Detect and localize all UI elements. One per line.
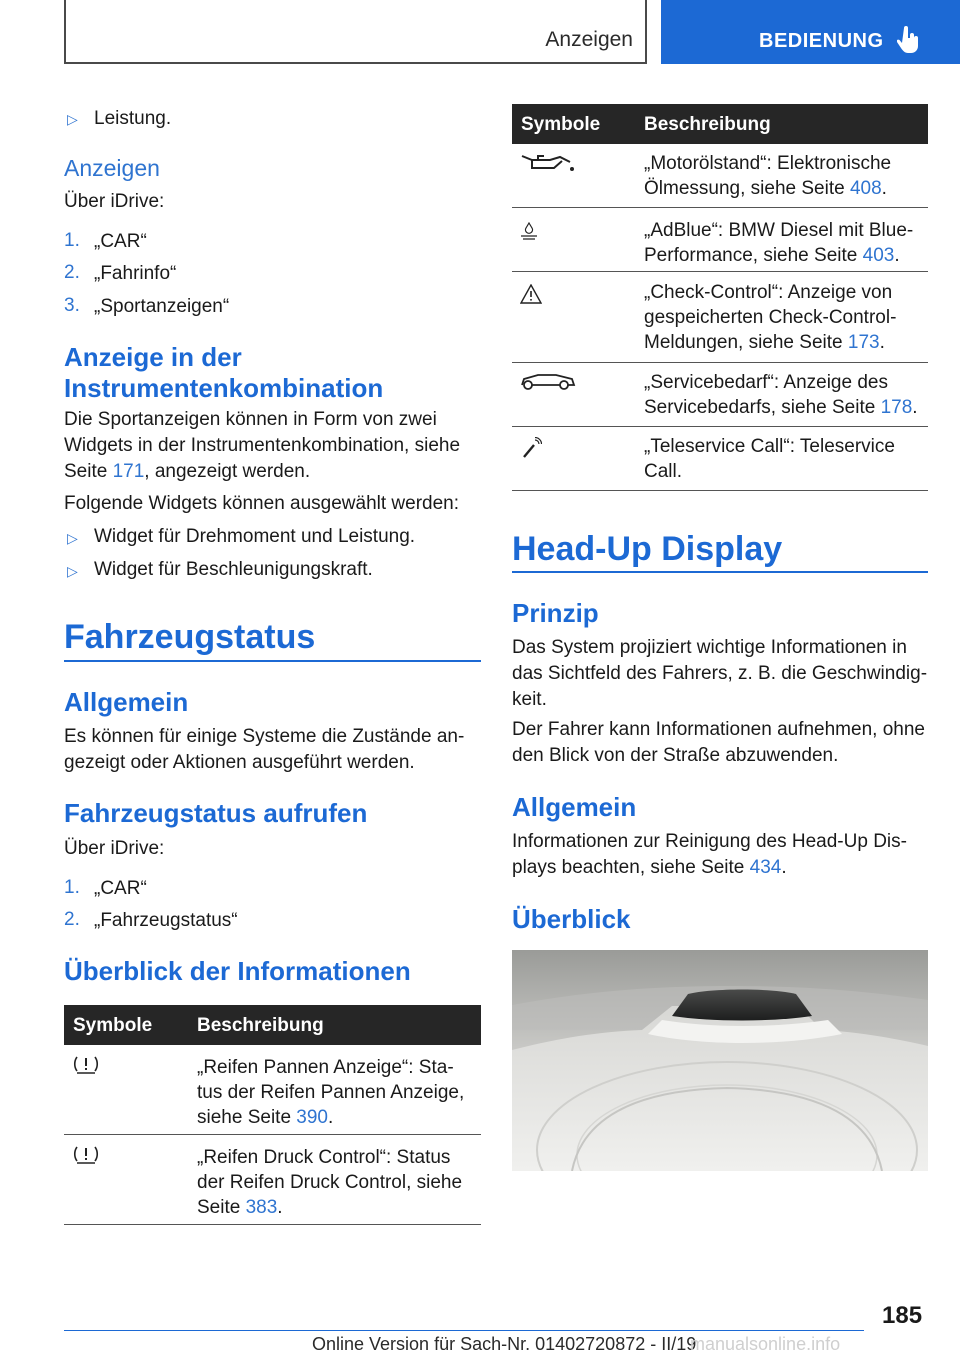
ueberblick-heading: Überblick: [512, 904, 631, 934]
page-link[interactable]: 403: [862, 245, 895, 266]
allgemein-text-right: Informationen zur Reinigung des Head-Up Dis-plays beachten, siehe Seite 434.: [512, 831, 907, 878]
hud-heading: Head-Up Display: [512, 530, 783, 568]
page-link[interactable]: 383: [245, 1197, 278, 1218]
table-row: [512, 208, 928, 272]
widget-item: Widget für Drehmoment und Leistung.: [94, 526, 416, 547]
bullet-marker: ▷: [67, 530, 78, 546]
section-title: Anzeigen: [545, 28, 633, 51]
table-row: [512, 272, 928, 363]
table-header: [64, 1005, 481, 1045]
prinzip-text2: Der Fahrer kann Informationen aufnehmen, ohne den Blick von der Straße abzuwenden.: [512, 719, 925, 766]
col-beschreibung: Beschreibung: [197, 1015, 324, 1036]
table-row: [512, 363, 928, 427]
step-number: 1.: [64, 230, 80, 251]
page-link[interactable]: 173: [847, 332, 880, 353]
car-service-icon: [520, 371, 576, 391]
footer-line: Online Version für Sach-Nr. 01402720872 - II/19: [312, 1334, 697, 1354]
tire-warning-icon: [73, 1145, 99, 1165]
allgemein-heading-right: Allgemein: [512, 792, 637, 822]
page-link[interactable]: 171: [112, 461, 145, 482]
footer-rule: [64, 1330, 864, 1331]
instr-heading-line1: Anzeige in der: [64, 342, 242, 372]
row-description: „Teleservice Call“: Teleservice Call.: [644, 436, 895, 482]
page-number: 185: [882, 1302, 923, 1329]
tab-bedienung[interactable]: [661, 0, 960, 64]
hud-photo: [512, 950, 928, 1171]
allgemein-heading: Allgemein: [64, 687, 189, 717]
table-row: [64, 1045, 481, 1135]
watermark: manualsonline.info: [690, 1334, 841, 1354]
allgemein-text: Es können für einige Systeme die Zustände an-gezeigt oder Aktionen ausgeführt werden.: [64, 726, 465, 773]
aufrufen-heading: Fahrzeugstatus aufrufen: [64, 798, 368, 828]
page-link[interactable]: 390: [296, 1107, 328, 1128]
row-description: „Motorölstand“: Elektronische Ölmessung, siehe Seite 408.: [644, 153, 892, 199]
widgets-intro: Folgende Widgets können ausgewählt werden:: [64, 493, 460, 514]
warning-triangle-icon: [520, 284, 542, 304]
aufrufen-step: „CAR“: [94, 878, 147, 899]
anzeigen-step: „Fahrinfo“: [94, 263, 177, 284]
teleservice-icon: [520, 437, 542, 459]
col-beschreibung: Beschreibung: [644, 114, 771, 135]
anzeigen-step: „CAR“: [94, 231, 147, 252]
tire-warning-icon: [73, 1055, 99, 1075]
anzeigen-intro: Über iDrive:: [64, 191, 165, 212]
table-row: [64, 1135, 481, 1225]
header-frame: [64, 0, 647, 64]
hand-pointer-icon: [897, 26, 919, 54]
bullet-marker: ▷: [67, 111, 78, 127]
row-description: „Reifen Druck Control“: Status der Reifen Druck Control, siehe Seite 383.: [197, 1147, 463, 1218]
row-description: „Reifen Pannen Anzeige“: Sta-tus der Reifen Pannen Anzeige, siehe Seite 390.: [197, 1057, 465, 1128]
instr-heading: [64, 342, 484, 404]
page-link[interactable]: 408: [849, 178, 882, 199]
tab-label: BEDIENUNG: [759, 30, 884, 52]
anzeigen-heading: Anzeigen: [64, 155, 160, 181]
bullet-marker: ▷: [67, 563, 78, 579]
aufrufen-step: „Fahrzeugstatus“: [94, 910, 238, 931]
table-row: [512, 144, 928, 208]
heading-rule: [512, 571, 928, 573]
heading-rule: [64, 660, 481, 662]
widget-item: Widget für Beschleunigungskraft.: [94, 559, 373, 580]
step-number: 3.: [64, 295, 80, 316]
ueberblick-info-heading: Überblick der Informationen: [64, 956, 411, 986]
anzeigen-step: „Sportanzeigen“: [94, 296, 230, 317]
instr-heading-line2: Instrumentenkombination: [64, 373, 384, 403]
step-number: 1.: [64, 877, 80, 898]
table-row: [512, 427, 928, 491]
prinzip-text1: Das System projiziert wichtige Informationen in das Sichtfeld des Fahrers, z. B. die Geschwindig-keit.: [512, 637, 928, 710]
aufrufen-intro: Über iDrive:: [64, 838, 165, 859]
row-description: „Servicebedarf“: Anzeige des Servicebedarfs, siehe Seite 178.: [644, 372, 918, 418]
adblue-icon: [520, 222, 538, 240]
top-bullet-text: Leistung.: [94, 108, 172, 129]
col-symbole: Symbole: [73, 1015, 153, 1036]
prinzip-heading: Prinzip: [512, 598, 599, 628]
fahrzeugstatus-heading: Fahrzeugstatus: [64, 618, 316, 656]
instr-text: Die Sportanzeigen können in Form von zwei Widgets in der Instrumentenkombination, siehe Seite 171, angezeigt werden.: [64, 409, 461, 482]
page-link[interactable]: 434: [749, 857, 782, 878]
row-description: „Check-Control“: Anzeige von gespeicherten Check-Control-Meldungen, siehe Seite 173.: [644, 282, 897, 353]
step-number: 2.: [64, 909, 80, 930]
step-number: 2.: [64, 262, 80, 283]
page-link[interactable]: 178: [880, 397, 913, 418]
row-description: „AdBlue“: BMW Diesel mit Blue-Performance, siehe Seite 403.: [644, 220, 914, 266]
oil-can-icon: [520, 152, 576, 174]
col-symbole: Symbole: [521, 114, 601, 135]
table-header: [512, 104, 928, 144]
